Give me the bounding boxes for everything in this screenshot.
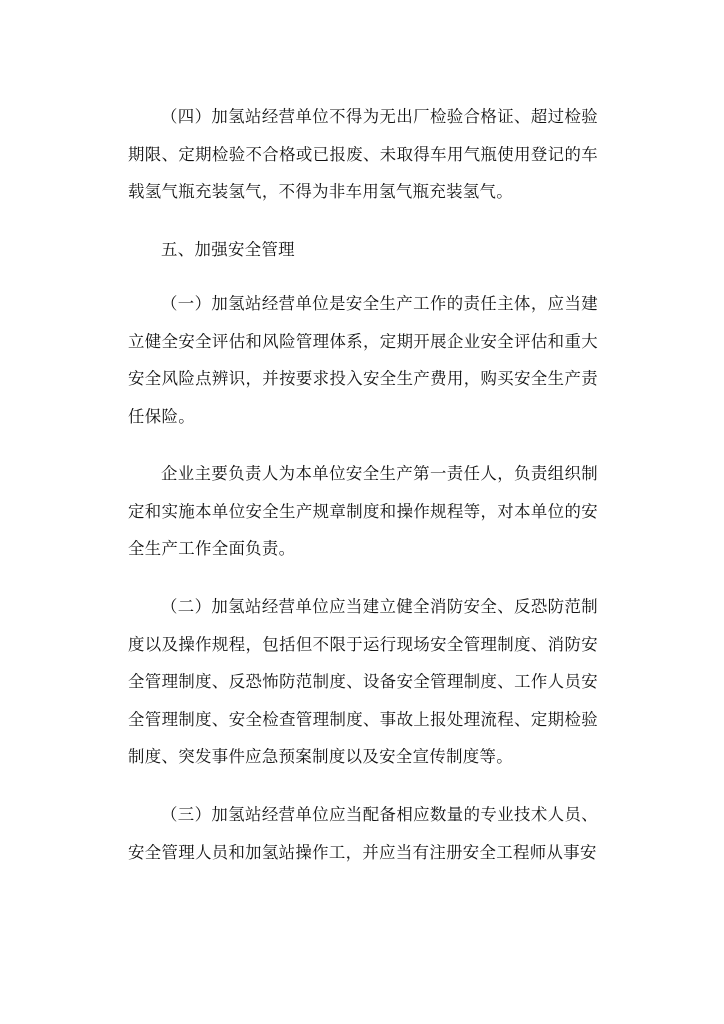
paragraph-item-1-responsibility: （一）加氢站经营单位是安全生产工作的责任主体，应当建立健全安全评估和风险管理体系，定期开展企业安全评估和重大安全风险点辨识，并按要求投入安全生产费用，购买安全生产责任保险。: [128, 294, 598, 426]
paragraph-item-3-staffing: （三）加氢站经营单位应当配备相应数量的专业技术人员、安全管理人员和加氢站操作工，并应当有注册安全工程师从事安: [128, 805, 598, 862]
paragraph-item-4-cylinder-filling: （四）加氢站经营单位不得为无出厂检验合格证、超过检验期限、定期检验不合格或已报废、未取得车用气瓶使用登记的车载氢气瓶充装氢气，不得为非车用氢气瓶充装氢气。: [128, 107, 598, 201]
paragraph-principal-responsible-person: 企业主要负责人为本单位安全生产第一责任人，负责组织制定和实施本单位安全生产规章制度和操作规程等，对本单位的安全生产工作全面负责。: [128, 464, 598, 558]
section-heading-safety-management: 五、加强安全管理: [161, 240, 295, 259]
paragraph-item-2-safety-systems: （二）加氢站经营单位应当建立健全消防安全、反恐防范制度以及操作规程，包括但不限于运行现场安全管理制度、消防安全管理制度、反恐怖防范制度、设备安全管理制度、工作人员安全管理制度、安全检查管理制度、事故上报处理流程、定期检验制度、突发事件应急预案制度以及安全宣传制度等。: [128, 597, 598, 766]
